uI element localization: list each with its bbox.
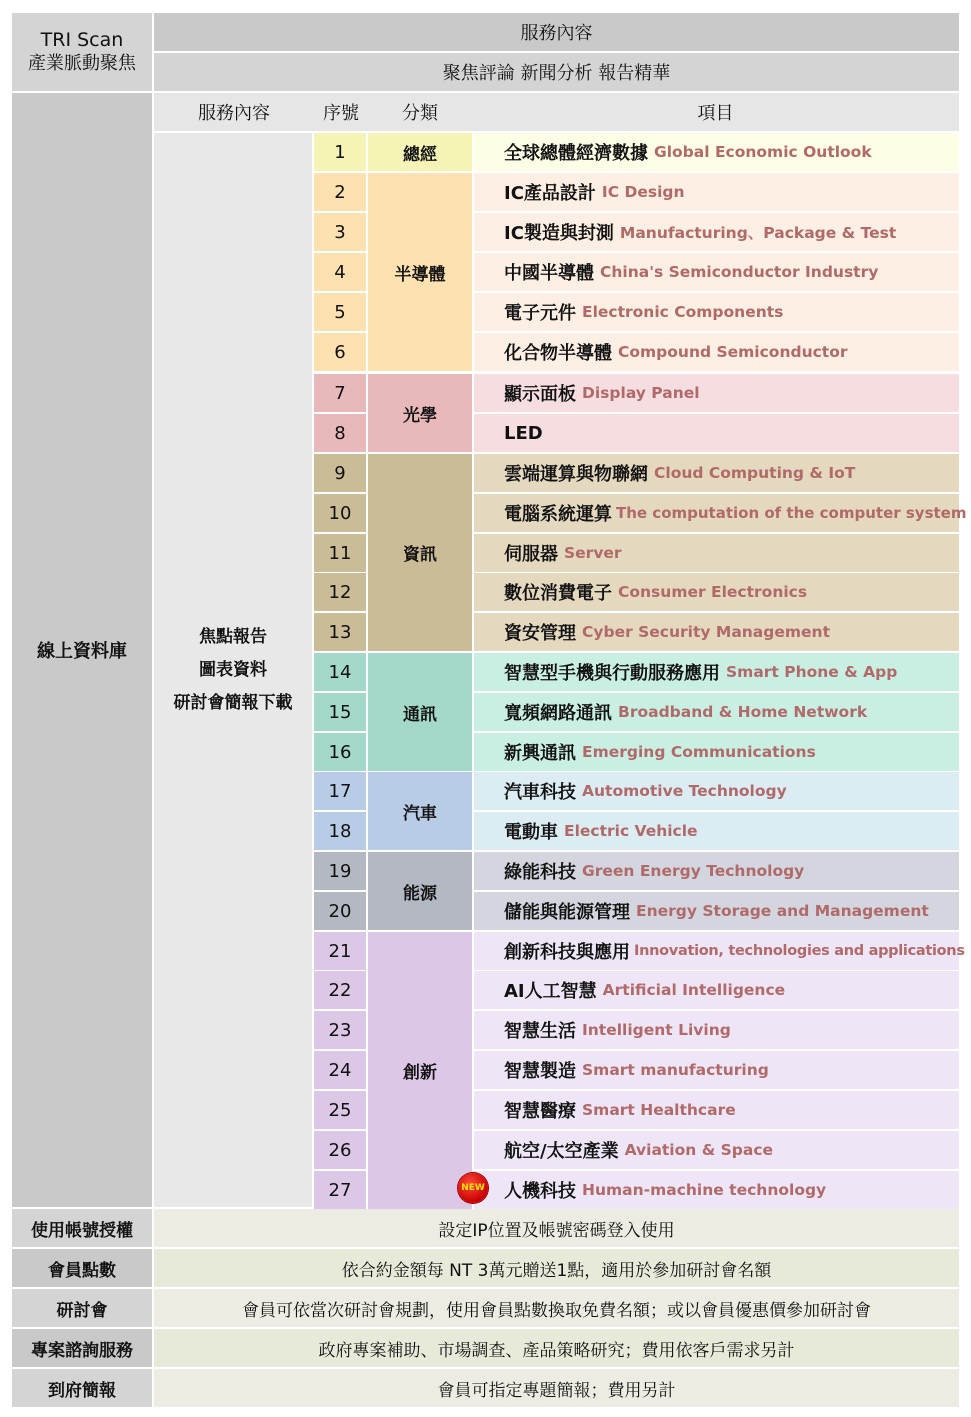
bottom-label-2: 會員點數 (12, 1249, 152, 1287)
item-en: Cloud Computing & IoT (654, 464, 856, 482)
category-4: 資訊 (368, 454, 472, 651)
item-zh: AI人工智慧 (504, 981, 597, 1002)
item-en: Energy Storage and Management (636, 902, 929, 920)
item-number: 6 (314, 333, 366, 371)
category-6: 汽車 (368, 772, 472, 850)
item-row (474, 1171, 959, 1209)
item-number: 26 (314, 1131, 366, 1169)
bottom-value-1: 設定IP位置及帳號密碼登入使用 (154, 1209, 959, 1247)
item-zh: 綠能科技 (504, 862, 576, 883)
item-en: Aviation & Space (624, 1141, 774, 1159)
item-zh: 電腦系統運算 (504, 504, 612, 525)
item-number: 7 (314, 374, 366, 412)
item-en: Emerging Communications (582, 743, 816, 761)
item-number: 13 (314, 613, 366, 651)
item-zh: 雲端運算與物聯網 (504, 464, 648, 485)
category-5: 通訊 (368, 653, 472, 771)
item-zh: 儲能與能源管理 (504, 902, 630, 923)
item-row (474, 333, 959, 371)
item-en: Cyber Security Management (582, 623, 830, 641)
col-header-service: 服務內容 (154, 93, 314, 131)
item-zh: 數位消費電子 (504, 583, 612, 604)
item-zh: 資安管理 (504, 623, 576, 644)
bottom-label-4: 專案諮詢服務 (12, 1329, 152, 1367)
item-number: 12 (314, 573, 366, 611)
bottom-label-1: 使用帳號授權 (12, 1209, 152, 1247)
category-8: 創新 (368, 932, 472, 1209)
item-number: 10 (314, 494, 366, 532)
service-desc (154, 133, 312, 1207)
col-header-no: 序號 (314, 93, 368, 131)
item-zh: 中國半導體 (504, 263, 594, 284)
item-number: 5 (314, 293, 366, 331)
item-zh: IC產品設計 (504, 183, 596, 204)
item-en: Green Energy Technology (582, 862, 805, 880)
item-en: Innovation, technologies and applications (634, 943, 965, 959)
item-en: Global Economic Outlook (654, 143, 872, 161)
item-number: 14 (314, 653, 366, 691)
item-en: China's Semiconductor Industry (600, 263, 879, 281)
item-zh: 新興通訊 (504, 743, 576, 764)
item-zh: 航空/太空產業 (504, 1141, 619, 1162)
item-row (474, 613, 959, 651)
service-desc-2: 圖表資料 (199, 659, 267, 680)
item-zh: 電子元件 (504, 303, 576, 324)
item-zh: 全球總體經濟數據 (504, 143, 648, 164)
item-en: Automotive Technology (582, 782, 787, 800)
item-number: 20 (314, 892, 366, 930)
service-title: 服務內容 (154, 13, 959, 51)
item-number: 22 (314, 971, 366, 1009)
item-en: Manufacturing、Package & Test (619, 224, 897, 242)
category-3: 光學 (368, 374, 472, 452)
col-header-item: 項目 (472, 93, 959, 131)
item-row (474, 772, 959, 810)
item-zh: 智慧醫療 (504, 1101, 576, 1122)
item-row (474, 573, 959, 611)
item-row (474, 293, 959, 331)
item-number: 15 (314, 693, 366, 731)
item-zh: 人機科技 (504, 1181, 576, 1202)
item-row (474, 133, 959, 171)
item-row (474, 454, 959, 492)
bottom-value-2: 依合約金額每 NT 3萬元贈送1點，適用於參加研討會名額 (154, 1249, 959, 1287)
item-row (474, 1051, 959, 1089)
item-zh: 智慧生活 (504, 1021, 576, 1042)
item-row (474, 932, 965, 970)
item-number: 8 (314, 414, 366, 452)
item-row (474, 1091, 959, 1129)
bottom-label-5: 到府簡報 (12, 1369, 152, 1407)
category-7: 能源 (368, 852, 472, 930)
item-number: 21 (314, 932, 366, 970)
item-en: Electronic Components (582, 303, 784, 321)
item-number: 16 (314, 733, 366, 771)
bottom-value-4: 政府專案補助、市場調查、產品策略研究；費用依客戶需求另計 (154, 1329, 959, 1367)
category-2: 半導體 (368, 173, 472, 371)
item-en: Electric Vehicle (564, 822, 698, 840)
item-zh: 創新科技與應用 (504, 942, 630, 963)
item-zh: LED (504, 422, 543, 444)
item-en: Server (564, 544, 622, 562)
item-zh: IC製造與封測 (504, 223, 614, 244)
item-number: 2 (314, 173, 366, 211)
brand-cell (12, 13, 152, 91)
item-zh: 電動車 (504, 822, 558, 843)
item-en: Smart Phone & App (726, 663, 898, 681)
item-number: 17 (314, 772, 366, 810)
item-row (474, 892, 959, 930)
item-zh: 顯示面板 (504, 384, 576, 405)
item-number: 27 (314, 1171, 366, 1209)
item-number: 19 (314, 852, 366, 890)
service-subtitle: 聚焦評論 新聞分析 報告精華 (154, 53, 959, 91)
item-en: Artificial Intelligence (602, 981, 786, 999)
item-row (474, 812, 959, 850)
item-number: 23 (314, 1011, 366, 1049)
item-en: The computation of the computer system (616, 504, 967, 522)
item-row (474, 1011, 959, 1049)
category-1: 總經 (368, 133, 472, 171)
item-row (474, 1131, 959, 1169)
bottom-value-5: 會員可指定專題簡報；費用另計 (154, 1369, 959, 1407)
item-row (474, 253, 959, 291)
item-number: 24 (314, 1051, 366, 1089)
item-zh: 智慧型手機與行動服務應用 (504, 663, 720, 684)
item-number: 4 (314, 253, 366, 291)
item-zh: 化合物半導體 (504, 343, 612, 364)
item-row (474, 494, 967, 532)
bottom-value-3: 會員可依當次研討會規劃，使用會員點數換取免費名額；或以會員優惠價參加研討會 (154, 1289, 959, 1327)
item-row (474, 374, 959, 412)
left-label: 線上資料庫 (12, 93, 152, 1207)
item-number: 9 (314, 454, 366, 492)
item-zh: 伺服器 (504, 544, 558, 565)
item-row (474, 852, 959, 890)
new-badge-icon: NEW (458, 1173, 488, 1203)
item-en: Compound Semiconductor (618, 343, 848, 361)
item-number: 25 (314, 1091, 366, 1129)
item-row (474, 173, 959, 211)
brand-line1: TRI Scan (40, 29, 124, 51)
item-zh: 智慧製造 (504, 1061, 576, 1082)
service-desc-1: 焦點報告 (199, 626, 267, 647)
item-number: 18 (314, 812, 366, 850)
item-number: 1 (314, 133, 366, 171)
col-header-category: 分類 (368, 93, 472, 131)
item-en: IC Design (601, 183, 685, 201)
item-row (474, 213, 959, 251)
item-number: 11 (314, 534, 366, 572)
item-row (474, 971, 959, 1009)
brand-line2: 產業脈動聚焦 (28, 53, 136, 74)
item-row (474, 534, 959, 572)
service-desc-3: 研討會簡報下載 (173, 692, 293, 713)
item-en: Consumer Electronics (618, 583, 808, 601)
item-en: Broadband & Home Network (618, 703, 868, 721)
item-en: Smart manufacturing (582, 1061, 769, 1079)
item-en: Intelligent Living (582, 1021, 731, 1039)
item-number: 3 (314, 213, 366, 251)
item-row (474, 733, 959, 771)
item-zh: 寬頻網路通訊 (504, 703, 612, 724)
item-row (474, 653, 959, 691)
item-row (474, 693, 959, 731)
item-en: Display Panel (582, 384, 700, 402)
item-zh: 汽車科技 (504, 782, 576, 803)
item-en: Smart Healthcare (582, 1101, 736, 1119)
bottom-label-3: 研討會 (12, 1289, 152, 1327)
item-en: Human-machine technology (582, 1181, 827, 1199)
item-row (474, 414, 959, 452)
